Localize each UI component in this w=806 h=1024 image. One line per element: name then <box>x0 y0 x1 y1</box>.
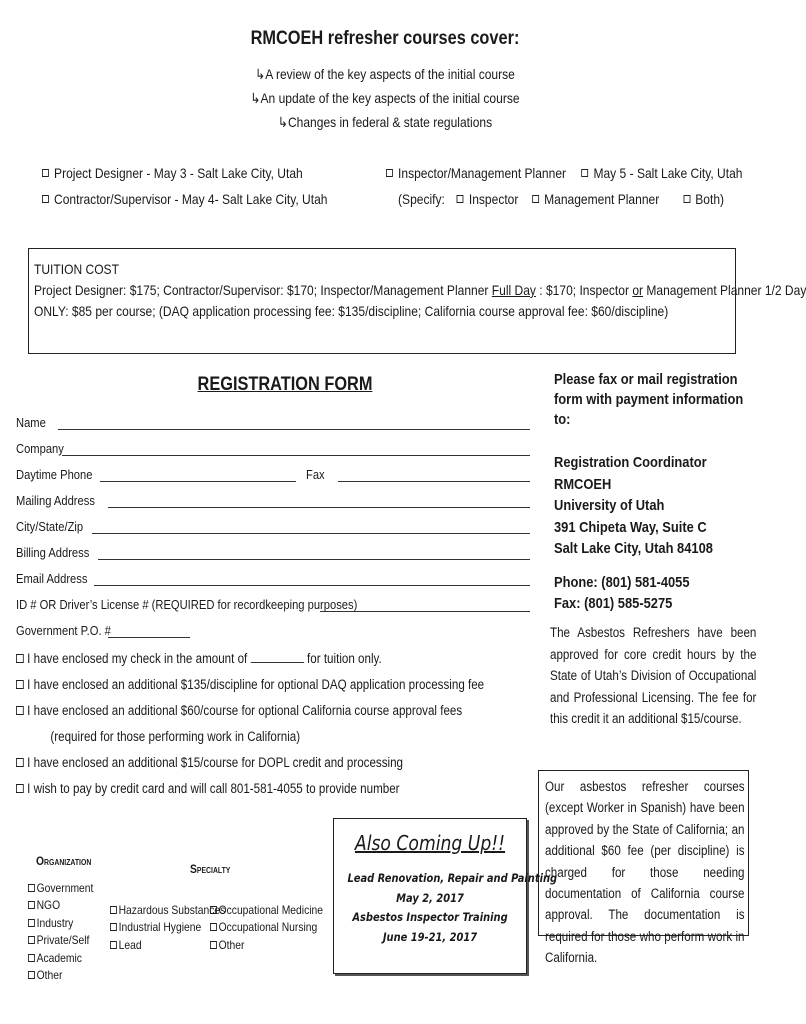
specialty-option[interactable]: Industrial Hygiene <box>110 919 225 936</box>
tuition-heading: TUITION COST <box>34 261 119 277</box>
daq-option[interactable]: I have enclosed an additional $135/discipline for optional DAQ application processing fee <box>16 672 484 698</box>
dopl-option[interactable]: I have enclosed an additional $15/course for DOPL credit and processing <box>16 750 484 776</box>
checkbox[interactable] <box>210 923 217 931</box>
checkbox[interactable] <box>110 941 117 949</box>
courses-left <box>42 160 327 212</box>
arrow-icon: ↳ <box>255 66 266 82</box>
tuition-line: ONLY: $85 per course; (DAQ application processing fee: $135/discipline; California course approval fee: $60/discipline) <box>34 303 669 319</box>
specialty-option[interactable]: Lead <box>110 937 225 954</box>
checkbox[interactable] <box>683 195 690 203</box>
checkbox[interactable] <box>16 654 24 663</box>
california-note: (required for those performing work in California) <box>50 729 301 744</box>
credit-card-option[interactable]: I wish to pay by credit card and will call 801-581-4055 to provide number <box>16 776 484 802</box>
checkbox[interactable] <box>28 919 35 927</box>
organization-option[interactable]: Private/Self <box>28 932 93 949</box>
tuition-text <box>34 259 806 322</box>
fax-input[interactable] <box>338 481 530 482</box>
form-title: REGISTRATION FORM <box>197 374 373 395</box>
arrow-icon: ↳ <box>250 90 261 106</box>
header-bullet: ↳An update of the key aspects of the initial course <box>250 90 520 106</box>
courses-right <box>386 160 742 212</box>
checkbox[interactable] <box>386 169 393 177</box>
specialty-col2 <box>210 902 323 954</box>
check-option[interactable]: I have enclosed my check in the amount of for tuition only. <box>16 646 484 672</box>
registration-form <box>16 404 530 638</box>
email-address-field[interactable]: Email Address <box>16 560 530 586</box>
mailing-address-block: Registration Coordinator RMCOEH University of Utah 391 Chipeta Way, Suite C Salt Lake City, Utah 84108 <box>554 454 713 557</box>
gov-po-input[interactable] <box>108 637 190 638</box>
arrow-icon: ↳ <box>277 114 288 130</box>
phone-fax-field[interactable]: Daytime Phone Fax <box>16 456 530 482</box>
daytime-phone-input[interactable] <box>100 481 296 482</box>
header-bullet: ↳Changes in federal & state regulations <box>277 114 493 130</box>
checkbox[interactable] <box>532 195 539 203</box>
california-note-text: Our asbestos refresher courses (except Worker in Spanish) have been approved by the State of California; an additional $60 fee (per discipline) is charged for those needing documentation of California course approval. The documentation is required for those who perform work in California. <box>545 779 745 966</box>
specialty-option[interactable]: Hazardous Substances <box>110 902 225 919</box>
email-address-input[interactable] <box>94 585 530 586</box>
specialty-option[interactable]: Occupational Nursing <box>210 919 323 936</box>
checkbox[interactable] <box>16 680 24 689</box>
california-option[interactable]: I have enclosed an additional $60/course for optional California course approval fees <box>16 698 484 724</box>
tuition-line: Project Designer: $175; Contractor/Supervisor: $170; Inspector/Management Planner Full Day : $170; Inspector or Management Planner 1/2 Day <box>34 282 806 298</box>
dopl-note: The Asbestos Refreshers have been approved for core credit hours by the State of Utah’s Division of Occupational and Professional Licensing. The fee for this credit it an additional $15/course. <box>550 625 757 726</box>
payment-options <box>16 646 484 802</box>
checkbox[interactable] <box>16 758 24 767</box>
checkbox[interactable] <box>28 971 35 979</box>
checkbox[interactable] <box>210 906 217 914</box>
header-bullets <box>0 62 770 134</box>
check-amount-input[interactable] <box>250 662 303 663</box>
coming-up-title: Also Coming Up!! <box>354 831 506 855</box>
specialty-heading: Specialty <box>190 862 231 876</box>
specialty-option[interactable]: Other <box>210 937 323 954</box>
mailing-intro: Please fax or mail registration form with payment information to: <box>554 371 744 428</box>
checkbox[interactable] <box>16 784 24 793</box>
course-option[interactable]: Inspector/Management Planner May 5 - Salt Lake City, Utah <box>386 160 742 186</box>
header-bullet: ↳A review of the key aspects of the initial course <box>255 66 515 82</box>
organization-option[interactable]: Academic <box>28 950 93 967</box>
specify-options: (Specify: Inspector Management Planner Both) <box>398 191 725 207</box>
checkbox[interactable] <box>110 923 117 931</box>
mailing-address-input[interactable] <box>108 507 530 508</box>
city-state-zip-input[interactable] <box>92 533 530 534</box>
billing-address-input[interactable] <box>98 559 530 560</box>
checkbox[interactable] <box>581 169 588 177</box>
organization-heading: Organization <box>36 854 92 868</box>
checkbox[interactable] <box>28 884 35 892</box>
coming-up-list: Lead Renovation, Repair and Painting May 2, 2017 Asbestos Inspector Training June 19-21, 2017 <box>347 871 558 944</box>
checkbox[interactable] <box>457 195 464 203</box>
name-field[interactable]: Name <box>16 404 530 430</box>
specialty-col1 <box>110 902 225 954</box>
id-license-field[interactable]: ID # OR Driver’s License # (REQUIRED for recordkeeping purposes) <box>16 586 530 612</box>
city-state-zip-field[interactable]: City/State/Zip <box>16 508 530 534</box>
company-input[interactable] <box>62 455 530 456</box>
coming-up-box <box>333 818 558 974</box>
organization-option[interactable]: Government <box>28 880 93 897</box>
checkbox[interactable] <box>42 169 49 177</box>
checkbox[interactable] <box>110 906 117 914</box>
organization-option[interactable]: Industry <box>28 915 93 932</box>
organization-option[interactable]: NGO <box>28 897 93 914</box>
mailing-address-field[interactable]: Mailing Address <box>16 482 530 508</box>
page-title: RMCOEH refresher courses cover: <box>250 28 520 49</box>
course-option[interactable]: Project Designer - May 3 - Salt Lake City, Utah <box>42 160 327 186</box>
course-option[interactable]: Contractor/Supervisor - May 4- Salt Lake City, Utah <box>42 186 327 212</box>
company-field[interactable]: Company <box>16 430 530 456</box>
mailing-contact: Phone: (801) 581-4055 Fax: (801) 585-5275 <box>554 573 690 612</box>
name-input[interactable] <box>58 429 530 430</box>
specialty-option[interactable]: Occupational Medicine <box>210 902 323 919</box>
checkbox[interactable] <box>28 954 35 962</box>
checkbox[interactable] <box>210 941 217 949</box>
organization-option[interactable]: Other <box>28 967 93 984</box>
mailing-info <box>554 370 764 614</box>
gov-po-field[interactable]: Government P.O. # <box>16 612 530 638</box>
checkbox[interactable] <box>28 901 35 909</box>
checkbox[interactable] <box>42 195 49 203</box>
checkbox[interactable] <box>16 706 24 715</box>
organization-list <box>28 880 93 984</box>
checkbox[interactable] <box>28 936 35 944</box>
billing-address-field[interactable]: Billing Address <box>16 534 530 560</box>
